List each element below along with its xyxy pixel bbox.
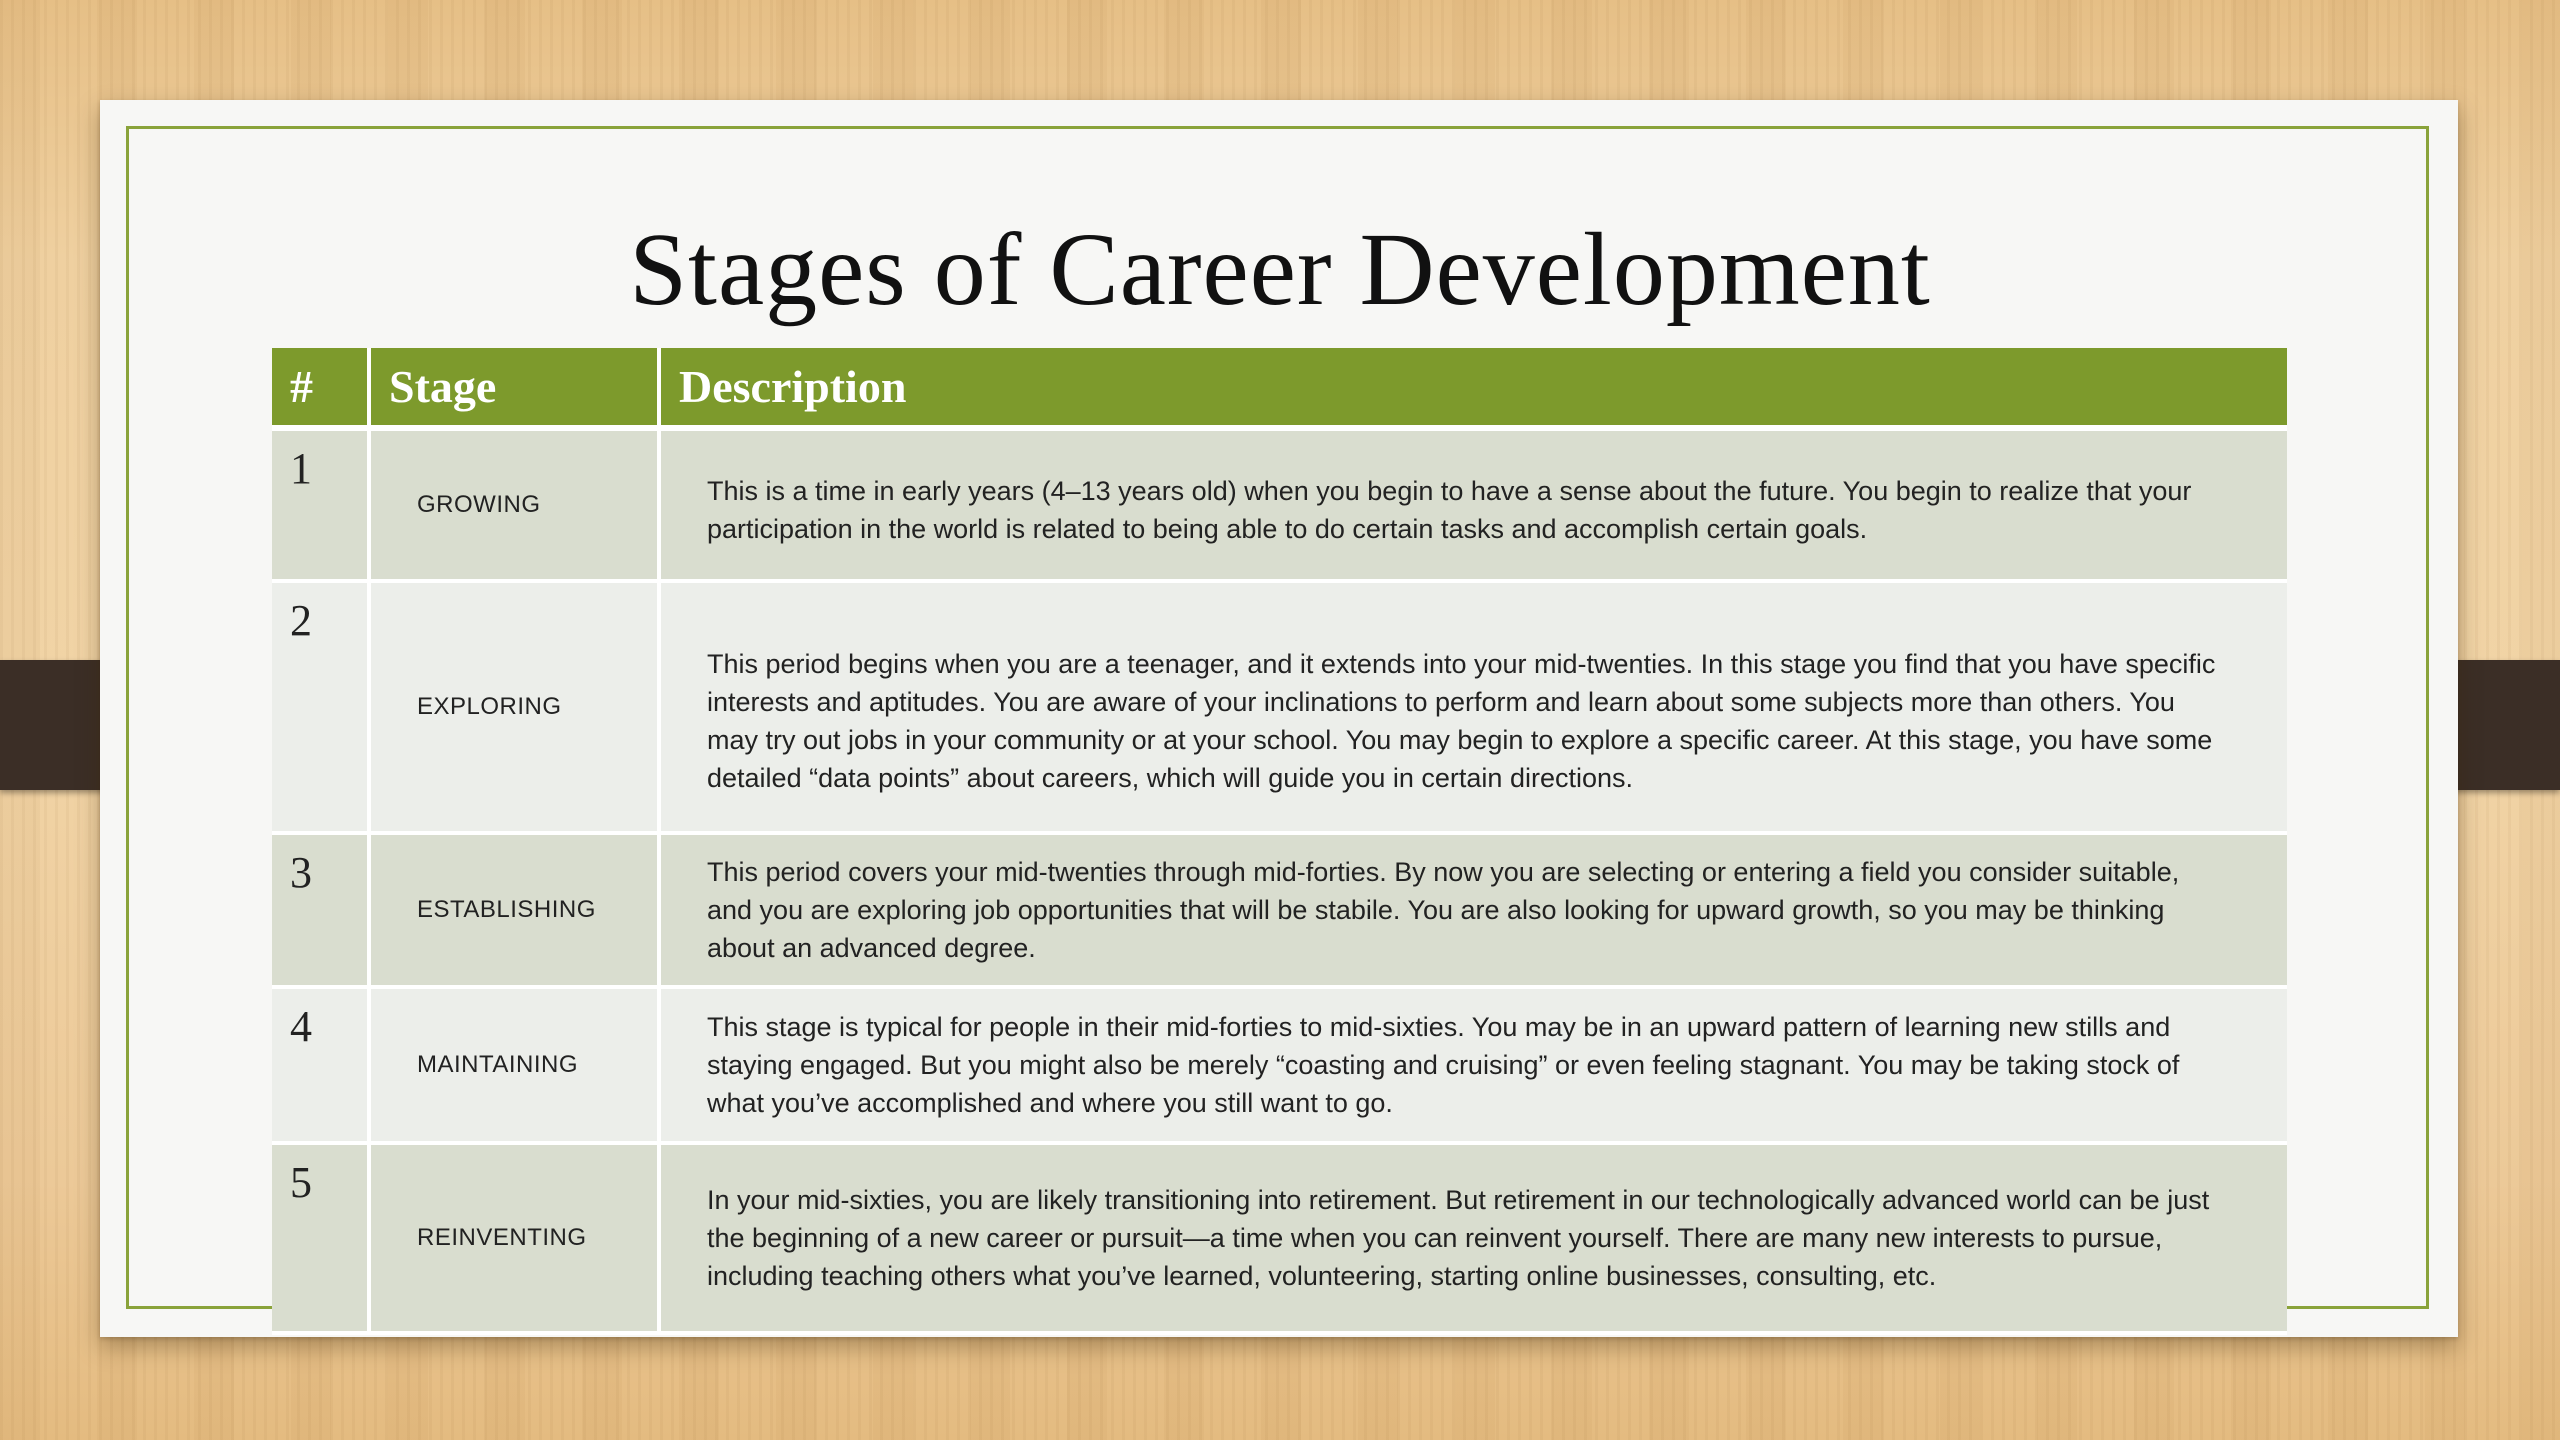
row-stage: EXPLORING <box>369 581 659 833</box>
row-number: 3 <box>272 833 369 987</box>
page-title: Stages of Career Development <box>629 212 1931 327</box>
stages-table <box>272 348 2287 1335</box>
row-stage: ESTABLISHING <box>369 833 659 987</box>
row-stage: MAINTAINING <box>369 987 659 1143</box>
row-number: 1 <box>272 428 369 581</box>
table-row <box>272 1143 2287 1333</box>
row-description: This period covers your mid-twenties through mid-forties. By now you are selecting or entering a field you consider suitable, and you are exploring job opportunities that will be stabile. You are also looking for upward growth, so you may be thinking about an advanced degree. <box>659 833 2287 987</box>
row-number: 2 <box>272 581 369 833</box>
header-description: Description <box>659 348 2287 428</box>
table-row <box>272 428 2287 581</box>
table-row <box>272 581 2287 833</box>
table-row <box>272 833 2287 987</box>
row-description: In your mid-sixties, you are likely transitioning into retirement. But retirement in our technologically advanced world can be just the beginning of a new career or pursuit—a time when you can reinvent yourself. There are many new interests to pursue, including teaching others what you’ve learned, volunteering, starting online businesses, consulting, etc. <box>659 1143 2287 1333</box>
row-stage: GROWING <box>369 428 659 581</box>
table-header-row <box>272 348 2287 428</box>
row-number: 5 <box>272 1143 369 1333</box>
row-description: This period begins when you are a teenager, and it extends into your mid-twenties. In this stage you find that you have specific interests and aptitudes. You are aware of your inclinations to perform and learn about some subjects more than others. You may try out jobs in your community or at your school. You may begin to explore a specific career. At this stage, you have some detailed “data points” about careers, which will guide you in certain directions. <box>659 581 2287 833</box>
row-description: This is a time in early years (4–13 years old) when you begin to have a sense about the future. You begin to realize that your participation in the world is related to being able to do certain tasks and accomplish certain goals. <box>659 428 2287 581</box>
table-row <box>272 987 2287 1143</box>
header-number: # <box>272 348 369 428</box>
row-number: 4 <box>272 987 369 1143</box>
header-stage: Stage <box>369 348 659 428</box>
row-stage: REINVENTING <box>369 1143 659 1333</box>
row-description: This stage is typical for people in their mid-forties to mid-sixties. You may be in an upward pattern of learning new stills and staying engaged. But you might also be merely “coasting and cruising” or even feeling stagnant. You may be taking stock of what you’ve accomplished and where you still want to go. <box>659 987 2287 1143</box>
